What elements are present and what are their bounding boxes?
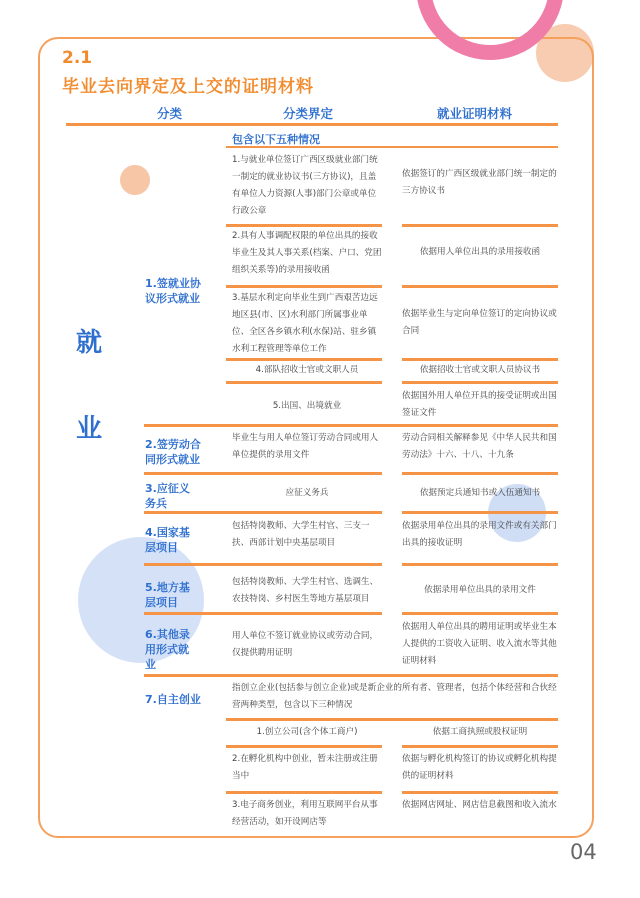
row-rule [402, 285, 558, 288]
row-rule [144, 424, 558, 427]
section-title: 毕业去向界定及上交的证明材料 [62, 77, 314, 97]
definition-cell: 包括特岗教师、大学生村官、选调生、农技特岗、乡村医生等地方基层项目 [232, 577, 379, 604]
row-rule [402, 745, 558, 748]
row-rule [144, 612, 382, 615]
header-materials: 就业证明材料 [437, 106, 513, 121]
big-label-char-2: 业 [76, 414, 103, 444]
row-rule [402, 791, 558, 794]
definition-cell: 毕业生与用人单位签订劳动合同或用人单位提供的录用文件 [232, 433, 379, 460]
row-rule [144, 674, 558, 677]
definition-cell: 3.电子商务创业，利用互联网平台从事经营活动，如开设网店等 [232, 800, 378, 827]
material-cell: 依据国外用人单位开具的接受证明或出国签证文件 [402, 391, 557, 418]
row-rule [226, 718, 558, 721]
row-rule [144, 472, 382, 475]
category-label: 7.自主创业 [145, 693, 201, 706]
header-category: 分类 [157, 106, 183, 121]
definition-cell: 2.具有人事调配权限的单位出具的接收毕业生及其人事关系(档案、户口、党团组织关系等)的录用接收函 [232, 231, 382, 275]
definition-cell: 3.基层水利定向毕业生到广西艰苦边远地区县(市、区)水利部门所属事业单位、全区各乡镇水利(水保)站、驻乡镇水利工程管理等单位工作 [232, 293, 378, 354]
big-label-char-1: 就 [76, 328, 103, 358]
definition-cell: 1.与就业单位签订广西区级就业部门统一制定的就业协议书(三方协议)，且盖有单位人力资源(人事)部门公章或单位行政公章 [232, 155, 378, 216]
definition-cell: 包括特岗教师、大学生村官、三支一扶、西部计划中央基层项目 [232, 521, 370, 548]
category-label: 2.签劳动合同形式就业 [145, 438, 201, 466]
header-rule [66, 123, 558, 126]
row-rule [226, 381, 382, 384]
definition-cell: 2.在孵化机构中创业，暂未注册或注册当中 [232, 754, 378, 781]
material-cell: 依据毕业生与定向单位签订的定向协议或合同 [402, 309, 557, 336]
row-rule [226, 285, 382, 288]
header-definition: 分类界定 [283, 106, 334, 121]
row-rule [402, 224, 558, 227]
material-cell: 依据用人单位出具的聘用证明或毕业生本人提供的工资收入证明、收入流水等其他证明材料 [402, 622, 557, 666]
row-rule [402, 381, 558, 384]
row-rule [226, 791, 382, 794]
row-rule [226, 358, 382, 361]
page-number: 04 [570, 840, 597, 864]
definition-cell: 1.创立公司(含个体工商户) [256, 727, 358, 737]
row-rule [144, 511, 382, 514]
row-rule [402, 358, 558, 361]
section-number: 2.1 [62, 48, 93, 68]
row-rule [226, 146, 558, 148]
row-rule [402, 563, 558, 566]
material-cell: 依据用人单位出具的录用接收函 [419, 247, 541, 257]
category-label: 1.签就业协议形式就业 [145, 277, 201, 305]
material-cell: 依据预定兵通知书或入伍通知书 [419, 488, 541, 498]
material-cell: 依据工商执照或股权证明 [432, 727, 528, 737]
row-rule [226, 224, 382, 227]
definition-cell: 应征义务兵 [285, 488, 329, 498]
category-label: 3.应征义务兵 [145, 482, 190, 510]
row-rule [402, 612, 558, 615]
material-cell: 依据签订的广西区级就业部门统一制定的三方协议书 [402, 169, 557, 196]
row-rule [402, 511, 558, 514]
row-rule [226, 745, 382, 748]
material-cell: 依据与孵化机构签订的协议或孵化机构提供的证明材料 [402, 754, 557, 781]
material-cell: 依据网店网址、网店信息截图和收入流水 [402, 800, 557, 810]
category-label: 4.国家基层项目 [145, 526, 190, 554]
definition-cell: 5.出国、出境就业 [272, 401, 342, 411]
material-cell: 劳动合同相关解释参见《中华人民共和国劳动法》十六、十八、十九条 [402, 433, 557, 460]
category-label: 6.其他录用形式就业 [145, 628, 190, 671]
category-label: 5.地方基层项目 [145, 581, 190, 609]
material-cell: 依据录用单位出具的录用文件或有关部门出具的接收证明 [402, 521, 557, 548]
definition-cell: 用人单位不签订就业协议或劳动合同，仅提供聘用证明 [232, 631, 379, 658]
startup-intro: 指创立企业(包括参与创立企业)或是新企业的所有者、管理者，包括个体经营和合伙经营两种类型，包含以下三种情况 [232, 683, 557, 710]
row-rule [144, 563, 382, 566]
definition-cell: 4.部队招收士官或文职人员 [255, 365, 359, 375]
material-cell: 依据录用单位出具的录用文件 [424, 585, 536, 595]
row-rule [402, 472, 558, 475]
sub-header: 包含以下五种情况 [232, 133, 320, 146]
material-cell: 依据招收士官或文职人员协议书 [419, 365, 541, 375]
